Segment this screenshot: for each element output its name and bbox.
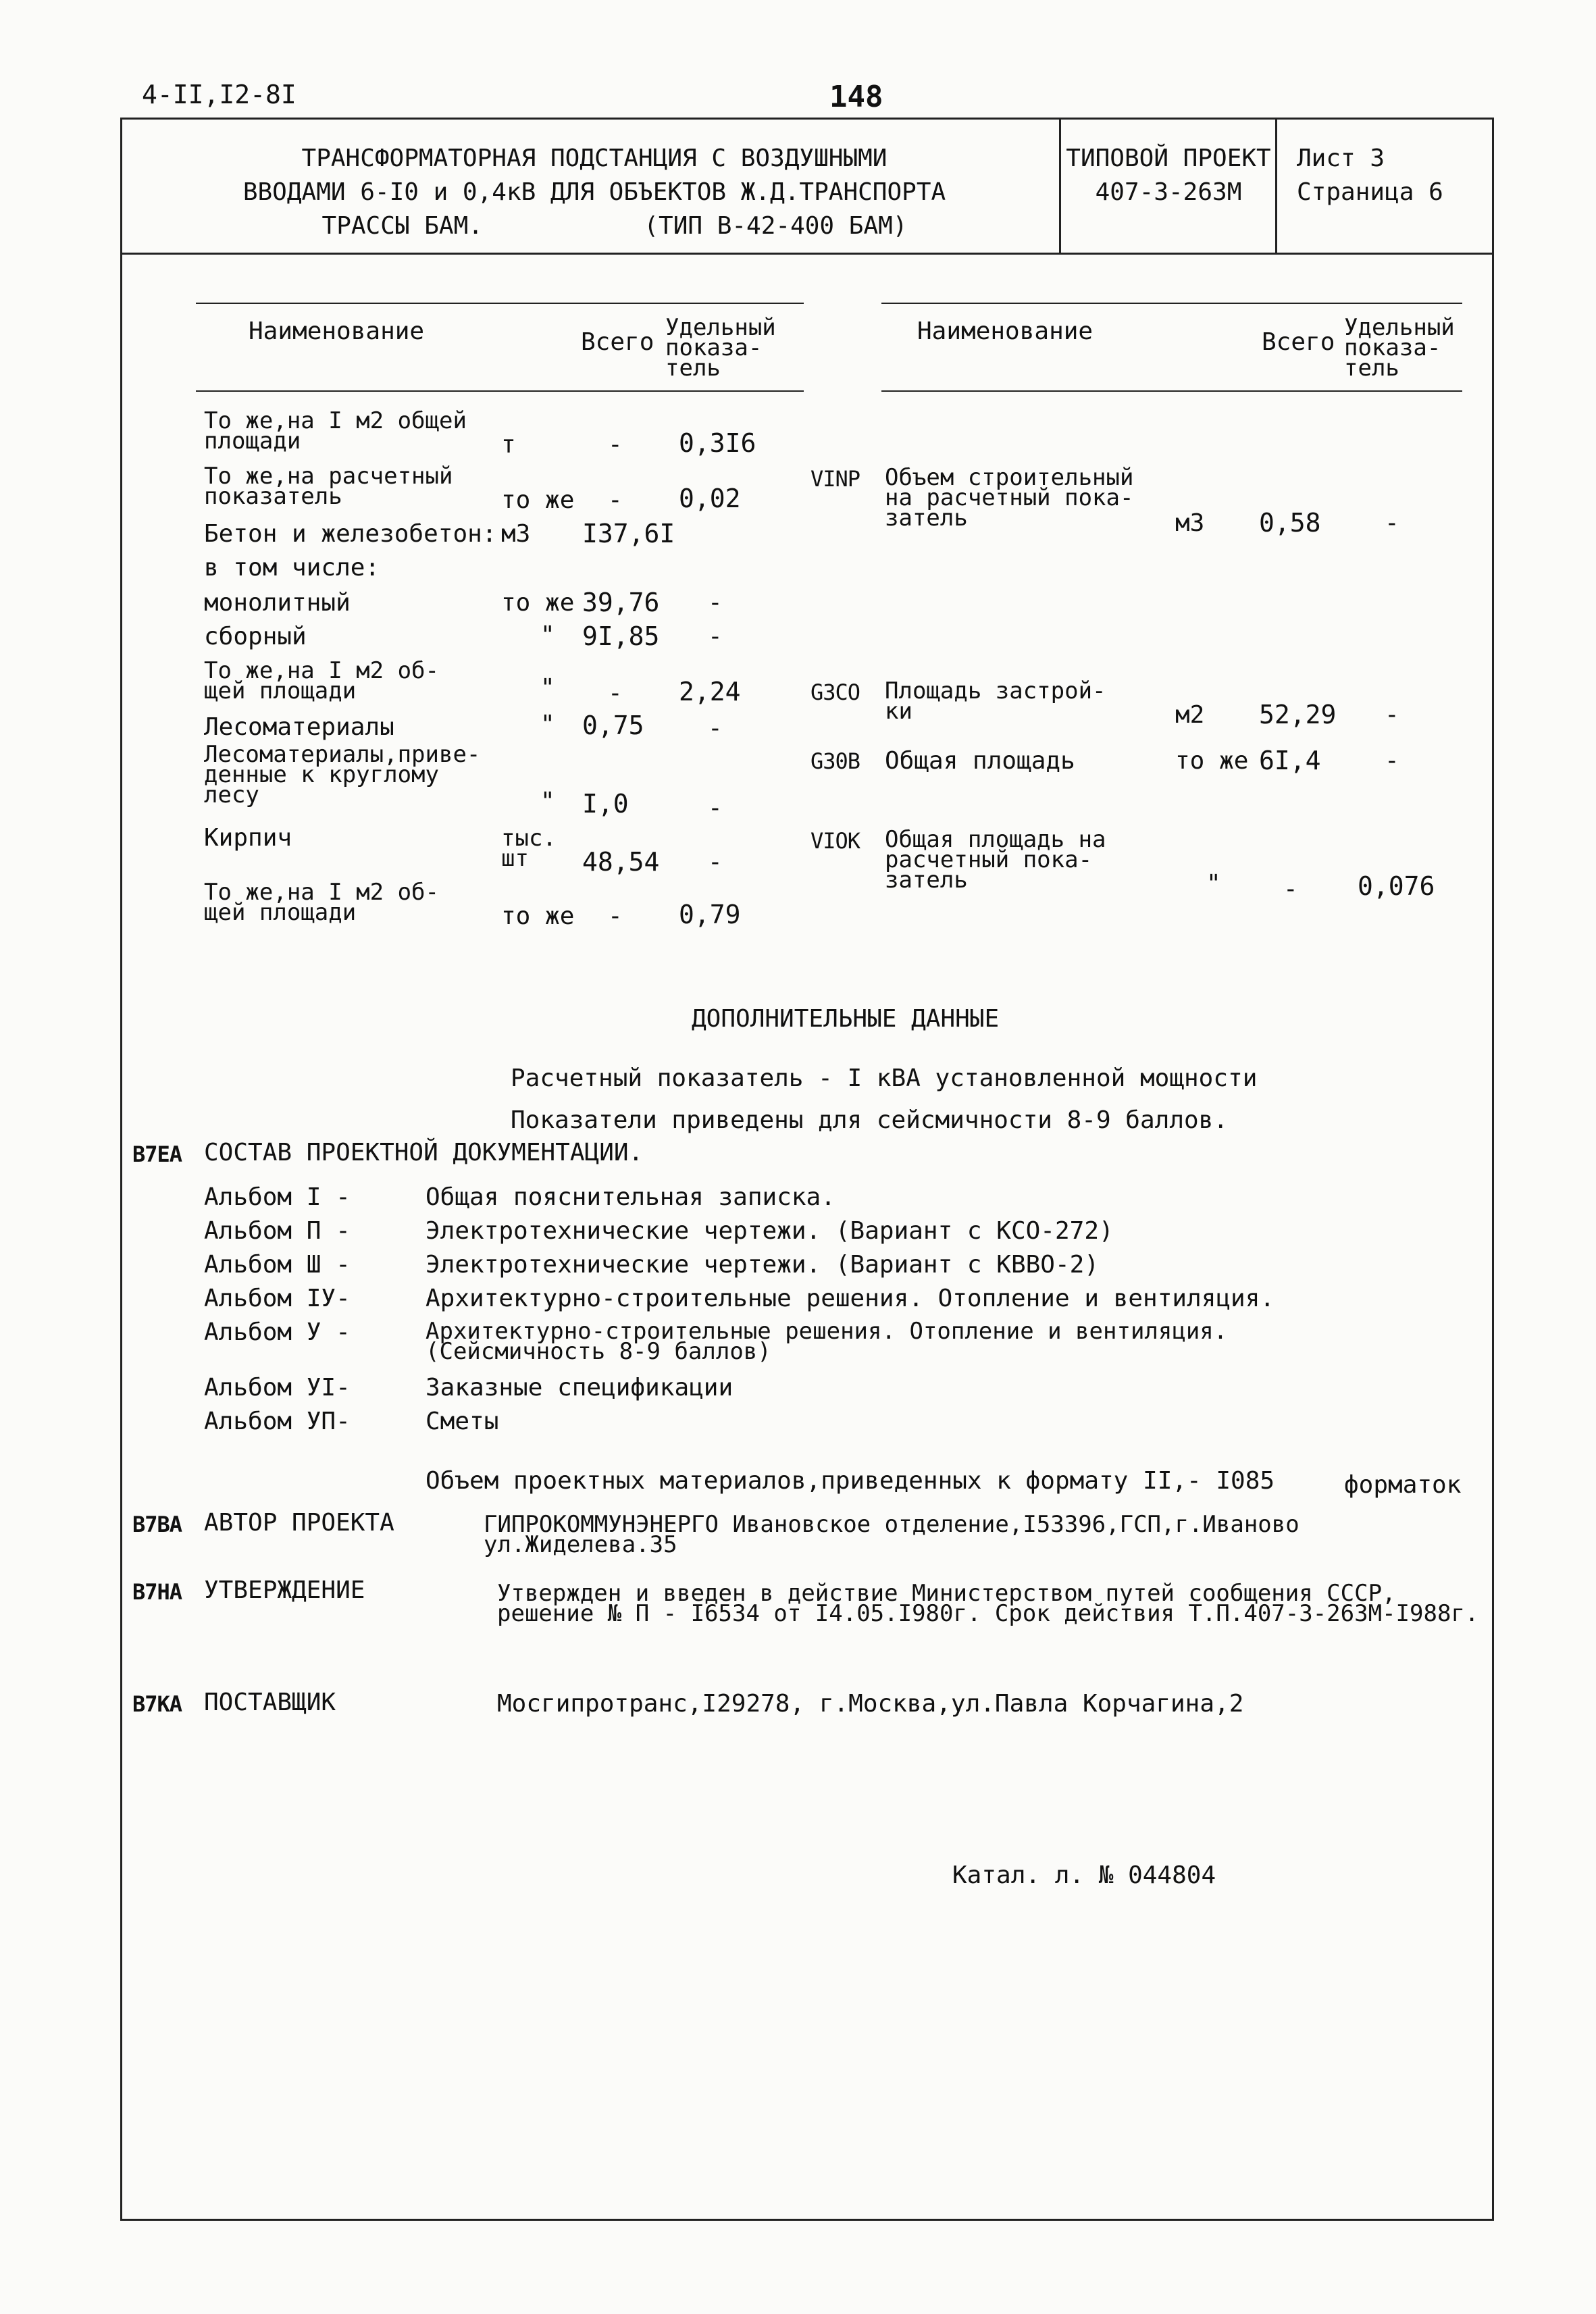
left-row-total: - xyxy=(608,902,623,930)
header-divider xyxy=(120,253,1494,255)
right-row-unit: то же xyxy=(1175,747,1249,775)
approval-label: УТВЕРЖДЕНИЕ xyxy=(204,1576,365,1604)
sheet-number: Лист 3 xyxy=(1297,145,1385,172)
left-row-total: 48,54 xyxy=(582,847,660,877)
volume-text: Объем проектных материалов,приведенных к формату II,- I085 xyxy=(426,1467,1275,1495)
supplier-code: В7КА xyxy=(132,1691,182,1717)
left-row-unit: м3 xyxy=(501,520,531,548)
left-row-specific: 0,3I6 xyxy=(679,428,756,458)
right-row-name: Объем строительный на расчетный пока- затель xyxy=(885,464,1134,532)
left-row-specific: 2,24 xyxy=(679,677,741,706)
author-code: В7ВА xyxy=(132,1512,182,1537)
left-table-header-rule xyxy=(196,390,804,392)
right-row-name: Площадь застрой- ки xyxy=(885,677,1106,725)
album-label: Альбом П - xyxy=(204,1217,351,1245)
approval-text: Утвержден и введен в действие Министерством путей сообщения СССР, решение № П - I6534 от I4.05.I980г. Срок действия Т.П.407-3-263М-I988г. xyxy=(497,1580,1479,1627)
right-col-name-header: Наименование xyxy=(917,317,1093,345)
left-row-total: 39,76 xyxy=(582,588,660,617)
header-title xyxy=(135,142,1054,243)
sheet-page: Страница 6 xyxy=(1297,178,1443,206)
album-label: Альбом УП- xyxy=(204,1408,351,1435)
project-block xyxy=(1062,142,1275,209)
right-table-header-rule xyxy=(881,390,1462,392)
right-row-total: - xyxy=(1283,875,1298,903)
additional-heading: ДОПОЛНИТЕЛЬНЫЕ ДАННЫЕ xyxy=(692,1005,1000,1033)
album-label: Альбом I - xyxy=(204,1183,351,1211)
header-separator-1 xyxy=(1059,118,1061,255)
left-row-unit: то же xyxy=(501,902,575,930)
right-row-unit: м2 xyxy=(1175,701,1205,729)
left-row-specific: 0,79 xyxy=(679,900,741,929)
album-label: Альбом Ш - xyxy=(204,1251,351,1279)
right-row-specific: - xyxy=(1385,509,1399,537)
album-text: Архитектурно-строительные решения. Отопление и вентиляция. xyxy=(426,1285,1275,1312)
approval-code: В7НА xyxy=(132,1579,182,1605)
project-number: 407-3-263М xyxy=(1095,178,1242,206)
left-row-unit: то же xyxy=(501,486,575,514)
left-row-name: монолитный xyxy=(204,589,351,617)
album-text: Сметы xyxy=(426,1408,499,1435)
left-row-unit: " xyxy=(540,674,555,702)
right-row-code: VINP xyxy=(810,466,860,492)
album-label: Альбом IУ- xyxy=(204,1285,351,1312)
right-row-unit: " xyxy=(1206,870,1221,898)
album-text: Электротехнические чертежи. (Вариант с КСО-272) xyxy=(426,1217,1114,1245)
left-row-specific: - xyxy=(708,848,723,876)
left-row-name: То же,на расчетный показатель xyxy=(204,463,453,510)
left-row-total: 0,75 xyxy=(582,711,644,740)
album-text: Общая пояснительная записка. xyxy=(426,1183,835,1211)
composition-code: В7ЕА xyxy=(132,1141,182,1167)
left-row-total: - xyxy=(608,431,623,459)
left-col-total-header: Всего xyxy=(581,328,654,356)
author-text: ГИПРОКОММУНЭНЕРГО Ивановское отделение,I53396,ГСП,г.Иваново ул.Жиделева.35 xyxy=(484,1511,1299,1558)
album-text: Архитектурно-строительные решения. Отопление и вентиляция. (Сейсмичность 8-9 баллов) xyxy=(426,1318,1228,1365)
album-text: Заказные спецификации xyxy=(426,1374,733,1402)
left-row-unit: то же xyxy=(501,589,575,617)
supplier-text: Мосгипротранс,I29278, г.Москва,ул.Павла Корчагина,2 xyxy=(497,1690,1244,1718)
right-row-code: G3CO xyxy=(810,679,860,705)
right-row-total: 52,29 xyxy=(1259,700,1337,729)
right-row-specific: - xyxy=(1385,701,1399,729)
left-table-top-rule xyxy=(196,303,804,304)
left-row-specific: 0,02 xyxy=(679,484,741,513)
left-row-unit: " xyxy=(540,711,555,738)
right-row-unit: м3 xyxy=(1175,509,1205,537)
left-row-name: Кирпич xyxy=(204,824,292,852)
left-row-specific: - xyxy=(708,623,723,650)
project-label: ТИПОВОЙ ПРОЕКТ xyxy=(1066,145,1271,172)
left-row-specific: - xyxy=(708,589,723,617)
left-row-total: I,0 xyxy=(582,789,629,819)
right-row-name: Общая площадь xyxy=(885,747,1075,775)
volume-unit: форматок xyxy=(1344,1471,1462,1499)
right-table-top-rule xyxy=(881,303,1462,304)
left-row-unit: " xyxy=(540,621,555,649)
composition-heading: СОСТАВ ПРОЕКТНОЙ ДОКУМЕНТАЦИИ. xyxy=(204,1139,644,1166)
album-text: Электротехнические чертежи. (Вариант с КВВО-2) xyxy=(426,1251,1099,1279)
album-label: Альбом У - xyxy=(204,1318,351,1346)
right-row-specific: - xyxy=(1385,747,1399,775)
left-row-unit: " xyxy=(540,788,555,815)
right-row-specific: 0,076 xyxy=(1358,871,1435,901)
left-row-name: То же,на I м2 общей площади xyxy=(204,407,467,455)
header-title-line-1: ТРАНСФОРМАТОРНАЯ ПОДСТАНЦИЯ С ВОЗДУШНЫМИ xyxy=(301,145,887,172)
additional-line-1: Расчетный показатель - I кВА установленной мощности xyxy=(511,1064,1258,1092)
left-row-unit: т xyxy=(501,431,516,459)
supplier-label: ПОСТАВЩИК xyxy=(204,1689,336,1716)
left-row-specific: - xyxy=(708,794,723,822)
document-code: 4-II,I2-8I xyxy=(142,80,297,109)
author-label: АВТОР ПРОЕКТА xyxy=(204,1509,394,1537)
left-row-name: в том числе: xyxy=(204,554,380,582)
left-row-total: - xyxy=(608,486,623,514)
right-row-code: VIOK xyxy=(810,828,860,854)
album-label: Альбом УI- xyxy=(204,1374,351,1402)
right-row-name: Общая площадь на расчетный пока- затель xyxy=(885,826,1106,894)
right-row-code: G30B xyxy=(810,748,860,774)
header-title-line-2: ВВОДАМИ 6-I0 и 0,4кВ ДЛЯ ОБЪЕКТОВ Ж.Д.ТРАНСПОРТА xyxy=(242,178,946,206)
right-row-total: 0,58 xyxy=(1259,508,1321,538)
header-separator-2 xyxy=(1275,118,1277,255)
left-row-name: Лесоматериалы xyxy=(204,713,394,741)
page-number: 148 xyxy=(829,80,883,114)
left-col-name-header: Наименование xyxy=(249,317,425,345)
catalog-number: Катал. л. № 044804 xyxy=(952,1861,1216,1889)
left-row-name: Бетон и железобетон: xyxy=(204,520,497,548)
right-row-total: 6I,4 xyxy=(1259,746,1321,775)
left-row-unit: тыс. шт xyxy=(501,825,557,872)
left-row-name: сборный xyxy=(204,623,307,650)
header-title-line-3: ТРАССЫ БАМ. (ТИП В-42-400 БАМ) xyxy=(321,212,908,240)
right-col-specific-header: Удельный показа- тель xyxy=(1344,314,1455,382)
sheet-block xyxy=(1297,142,1443,209)
left-row-name: Лесоматериалы,приве- денные к круглому лесу xyxy=(204,741,481,808)
left-col-specific-header: Удельный показа- тель xyxy=(665,314,776,382)
left-row-name: То же,на I м2 об- щей площади xyxy=(204,879,439,926)
left-row-total: - xyxy=(608,679,623,707)
additional-line-2: Показатели приведены для сейсмичности 8-9 баллов. xyxy=(511,1106,1229,1134)
left-row-total: 9I,85 xyxy=(582,621,660,651)
left-row-name: То же,на I м2 об- щей площади xyxy=(204,657,439,704)
left-row-total: I37,6I xyxy=(582,519,675,548)
left-row-specific: - xyxy=(708,715,723,742)
right-col-total-header: Всего xyxy=(1262,328,1335,356)
